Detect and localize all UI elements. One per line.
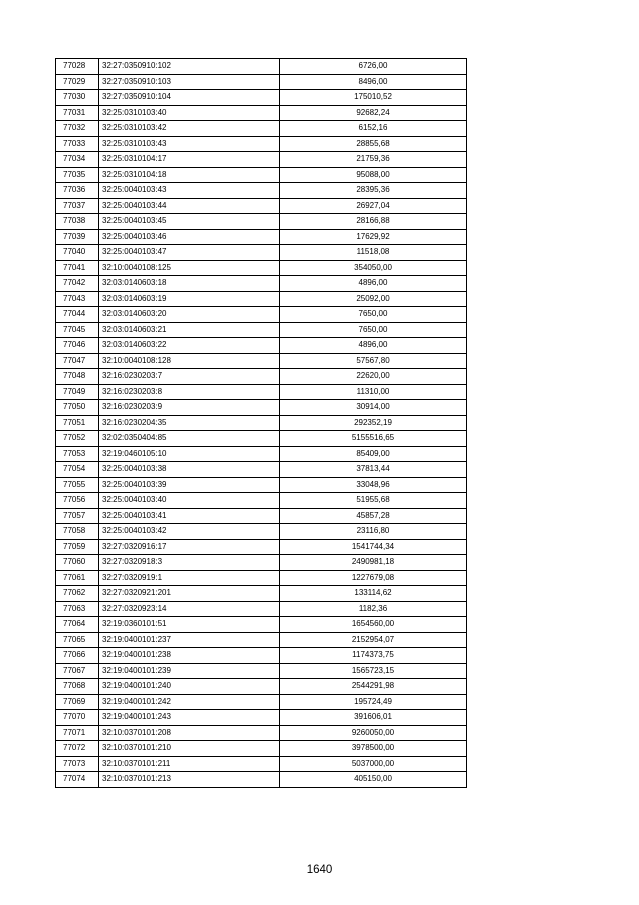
row-number-cell: 77069 (56, 694, 99, 710)
cadastral-number-cell: 32:25:0310104:18 (99, 167, 280, 183)
registry-table (55, 58, 467, 788)
value-cell: 17629,92 (280, 229, 467, 245)
page-number: 1640 (306, 864, 333, 876)
row-number-cell: 77057 (56, 508, 99, 524)
table-row (56, 400, 467, 416)
cadastral-number-cell: 32:27:0320921:201 (99, 586, 280, 602)
table-row (56, 679, 467, 695)
table-row (56, 710, 467, 726)
value-cell: 2152954,07 (280, 632, 467, 648)
value-cell: 22620,00 (280, 369, 467, 385)
table-row (56, 167, 467, 183)
row-number-cell: 77074 (56, 772, 99, 788)
value-cell: 5155516,65 (280, 431, 467, 447)
table-row (56, 431, 467, 447)
table-row (56, 338, 467, 354)
row-number-cell: 77063 (56, 601, 99, 617)
row-number-cell: 77032 (56, 121, 99, 137)
value-cell: 354050,00 (280, 260, 467, 276)
cadastral-number-cell: 32:25:0040103:45 (99, 214, 280, 230)
cadastral-number-cell: 32:25:0310104:17 (99, 152, 280, 168)
row-number-cell: 77064 (56, 617, 99, 633)
value-cell: 7650,00 (280, 307, 467, 323)
row-number-cell: 77065 (56, 632, 99, 648)
value-cell: 195724,49 (280, 694, 467, 710)
value-cell: 1565723,15 (280, 663, 467, 679)
value-cell: 4896,00 (280, 338, 467, 354)
cadastral-number-cell: 32:16:0230203:9 (99, 400, 280, 416)
table-row (56, 260, 467, 276)
row-number-cell: 77029 (56, 74, 99, 90)
cadastral-number-cell: 32:19:0400101:237 (99, 632, 280, 648)
cadastral-number-cell: 32:16:0230203:7 (99, 369, 280, 385)
table-row (56, 632, 467, 648)
row-number-cell: 77049 (56, 384, 99, 400)
cadastral-number-cell: 32:03:0140603:19 (99, 291, 280, 307)
row-number-cell: 77046 (56, 338, 99, 354)
cadastral-number-cell: 32:10:0370101:210 (99, 741, 280, 757)
row-number-cell: 77044 (56, 307, 99, 323)
value-cell: 175010,52 (280, 90, 467, 106)
table-row (56, 74, 467, 90)
cadastral-number-cell: 32:19:0400101:239 (99, 663, 280, 679)
cadastral-number-cell: 32:10:0040108:125 (99, 260, 280, 276)
row-number-cell: 77050 (56, 400, 99, 416)
table-row (56, 59, 467, 75)
cadastral-number-cell: 32:19:0400101:243 (99, 710, 280, 726)
table-row (56, 570, 467, 586)
value-cell: 1541744,34 (280, 539, 467, 555)
value-cell: 6152,16 (280, 121, 467, 137)
cadastral-number-cell: 32:27:0350910:102 (99, 59, 280, 75)
row-number-cell: 77048 (56, 369, 99, 385)
table-row (56, 648, 467, 664)
table-row (56, 384, 467, 400)
value-cell: 133114,62 (280, 586, 467, 602)
row-number-cell: 77030 (56, 90, 99, 106)
table-row (56, 198, 467, 214)
cadastral-number-cell: 32:27:0350910:104 (99, 90, 280, 106)
cadastral-number-cell: 32:19:0460105:10 (99, 446, 280, 462)
value-cell: 95088,00 (280, 167, 467, 183)
cadastral-number-cell: 32:03:0140603:20 (99, 307, 280, 323)
value-cell: 21759,36 (280, 152, 467, 168)
value-cell: 2544291,98 (280, 679, 467, 695)
value-cell: 2490981,18 (280, 555, 467, 571)
cadastral-number-cell: 32:27:0350910:103 (99, 74, 280, 90)
cadastral-number-cell: 32:10:0370101:211 (99, 756, 280, 772)
row-number-cell: 77059 (56, 539, 99, 555)
table-row (56, 369, 467, 385)
value-cell: 11518,08 (280, 245, 467, 261)
value-cell: 11310,00 (280, 384, 467, 400)
cadastral-number-cell: 32:25:0040103:43 (99, 183, 280, 199)
table-row (56, 601, 467, 617)
cadastral-number-cell: 32:27:0320923:14 (99, 601, 280, 617)
row-number-cell: 77040 (56, 245, 99, 261)
value-cell: 8496,00 (280, 74, 467, 90)
value-cell: 1654560,00 (280, 617, 467, 633)
row-number-cell: 77051 (56, 415, 99, 431)
value-cell: 292352,19 (280, 415, 467, 431)
cadastral-number-cell: 32:27:0320918:3 (99, 555, 280, 571)
table-row (56, 214, 467, 230)
row-number-cell: 77053 (56, 446, 99, 462)
value-cell: 30914,00 (280, 400, 467, 416)
table-row (56, 307, 467, 323)
cadastral-number-cell: 32:27:0320916:17 (99, 539, 280, 555)
table-row (56, 322, 467, 338)
value-cell: 28166,88 (280, 214, 467, 230)
cadastral-number-cell: 32:25:0310103:43 (99, 136, 280, 152)
value-cell: 6726,00 (280, 59, 467, 75)
table-row (56, 508, 467, 524)
table-row (56, 555, 467, 571)
table-row (56, 152, 467, 168)
table-row (56, 446, 467, 462)
cadastral-number-cell: 32:16:0230204:35 (99, 415, 280, 431)
cadastral-number-cell: 32:19:0400101:242 (99, 694, 280, 710)
value-cell: 9260050,00 (280, 725, 467, 741)
value-cell: 7650,00 (280, 322, 467, 338)
row-number-cell: 77055 (56, 477, 99, 493)
cadastral-number-cell: 32:10:0040108:128 (99, 353, 280, 369)
row-number-cell: 77045 (56, 322, 99, 338)
table-row (56, 694, 467, 710)
table-row (56, 229, 467, 245)
row-number-cell: 77042 (56, 276, 99, 292)
value-cell: 28395,36 (280, 183, 467, 199)
cadastral-number-cell: 32:25:0040103:39 (99, 477, 280, 493)
value-cell: 28855,68 (280, 136, 467, 152)
row-number-cell: 77037 (56, 198, 99, 214)
value-cell: 37813,44 (280, 462, 467, 478)
cadastral-number-cell: 32:03:0140603:22 (99, 338, 280, 354)
table-row (56, 462, 467, 478)
row-number-cell: 77060 (56, 555, 99, 571)
table-row (56, 617, 467, 633)
cadastral-number-cell: 32:25:0040103:42 (99, 524, 280, 540)
value-cell: 4896,00 (280, 276, 467, 292)
table-row (56, 493, 467, 509)
table-row (56, 725, 467, 741)
row-number-cell: 77071 (56, 725, 99, 741)
table-row (56, 772, 467, 788)
table-row (56, 539, 467, 555)
row-number-cell: 77061 (56, 570, 99, 586)
value-cell: 1182,36 (280, 601, 467, 617)
cadastral-number-cell: 32:10:0370101:213 (99, 772, 280, 788)
cadastral-number-cell: 32:02:0350404:85 (99, 431, 280, 447)
table-row (56, 291, 467, 307)
table-row (56, 756, 467, 772)
row-number-cell: 77038 (56, 214, 99, 230)
row-number-cell: 77058 (56, 524, 99, 540)
row-number-cell: 77066 (56, 648, 99, 664)
value-cell: 26927,04 (280, 198, 467, 214)
cadastral-number-cell: 32:03:0140603:18 (99, 276, 280, 292)
row-number-cell: 77067 (56, 663, 99, 679)
value-cell: 23116,80 (280, 524, 467, 540)
table-row (56, 524, 467, 540)
value-cell: 33048,96 (280, 477, 467, 493)
value-cell: 1227679,08 (280, 570, 467, 586)
value-cell: 1174373,75 (280, 648, 467, 664)
cadastral-number-cell: 32:19:0360101:51 (99, 617, 280, 633)
table-row (56, 586, 467, 602)
row-number-cell: 77034 (56, 152, 99, 168)
row-number-cell: 77070 (56, 710, 99, 726)
cadastral-number-cell: 32:25:0310103:40 (99, 105, 280, 121)
table-row (56, 663, 467, 679)
row-number-cell: 77068 (56, 679, 99, 695)
cadastral-number-cell: 32:19:0400101:240 (99, 679, 280, 695)
table-row (56, 121, 467, 137)
table-row (56, 136, 467, 152)
value-cell: 51955,68 (280, 493, 467, 509)
value-cell: 5037000,00 (280, 756, 467, 772)
table-row (56, 245, 467, 261)
cadastral-number-cell: 32:25:0040103:46 (99, 229, 280, 245)
table-row (56, 90, 467, 106)
cadastral-number-cell: 32:25:0040103:44 (99, 198, 280, 214)
table-row (56, 415, 467, 431)
row-number-cell: 77073 (56, 756, 99, 772)
row-number-cell: 77035 (56, 167, 99, 183)
table-row (56, 183, 467, 199)
row-number-cell: 77062 (56, 586, 99, 602)
row-number-cell: 77031 (56, 105, 99, 121)
cadastral-number-cell: 32:25:0040103:40 (99, 493, 280, 509)
table-row (56, 105, 467, 121)
row-number-cell: 77036 (56, 183, 99, 199)
table-row (56, 276, 467, 292)
cadastral-number-cell: 32:16:0230203:8 (99, 384, 280, 400)
value-cell: 45857,28 (280, 508, 467, 524)
row-number-cell: 77052 (56, 431, 99, 447)
row-number-cell: 77054 (56, 462, 99, 478)
table-row (56, 741, 467, 757)
row-number-cell: 77039 (56, 229, 99, 245)
row-number-cell: 77043 (56, 291, 99, 307)
row-number-cell: 77072 (56, 741, 99, 757)
row-number-cell: 77056 (56, 493, 99, 509)
row-number-cell: 77028 (56, 59, 99, 75)
cadastral-number-cell: 32:10:0370101:208 (99, 725, 280, 741)
value-cell: 92682,24 (280, 105, 467, 121)
value-cell: 57567,80 (280, 353, 467, 369)
cadastral-number-cell: 32:25:0040103:41 (99, 508, 280, 524)
row-number-cell: 77033 (56, 136, 99, 152)
cadastral-number-cell: 32:25:0310103:42 (99, 121, 280, 137)
value-cell: 25092,00 (280, 291, 467, 307)
cadastral-number-cell: 32:25:0040103:47 (99, 245, 280, 261)
table-row (56, 477, 467, 493)
cadastral-number-cell: 32:25:0040103:38 (99, 462, 280, 478)
cadastral-number-cell: 32:27:0320919:1 (99, 570, 280, 586)
value-cell: 3978500,00 (280, 741, 467, 757)
row-number-cell: 77047 (56, 353, 99, 369)
table-body (56, 59, 467, 788)
value-cell: 391606,01 (280, 710, 467, 726)
cadastral-number-cell: 32:19:0400101:238 (99, 648, 280, 664)
table-row (56, 353, 467, 369)
value-cell: 405150,00 (280, 772, 467, 788)
row-number-cell: 77041 (56, 260, 99, 276)
value-cell: 85409,00 (280, 446, 467, 462)
cadastral-number-cell: 32:03:0140603:21 (99, 322, 280, 338)
